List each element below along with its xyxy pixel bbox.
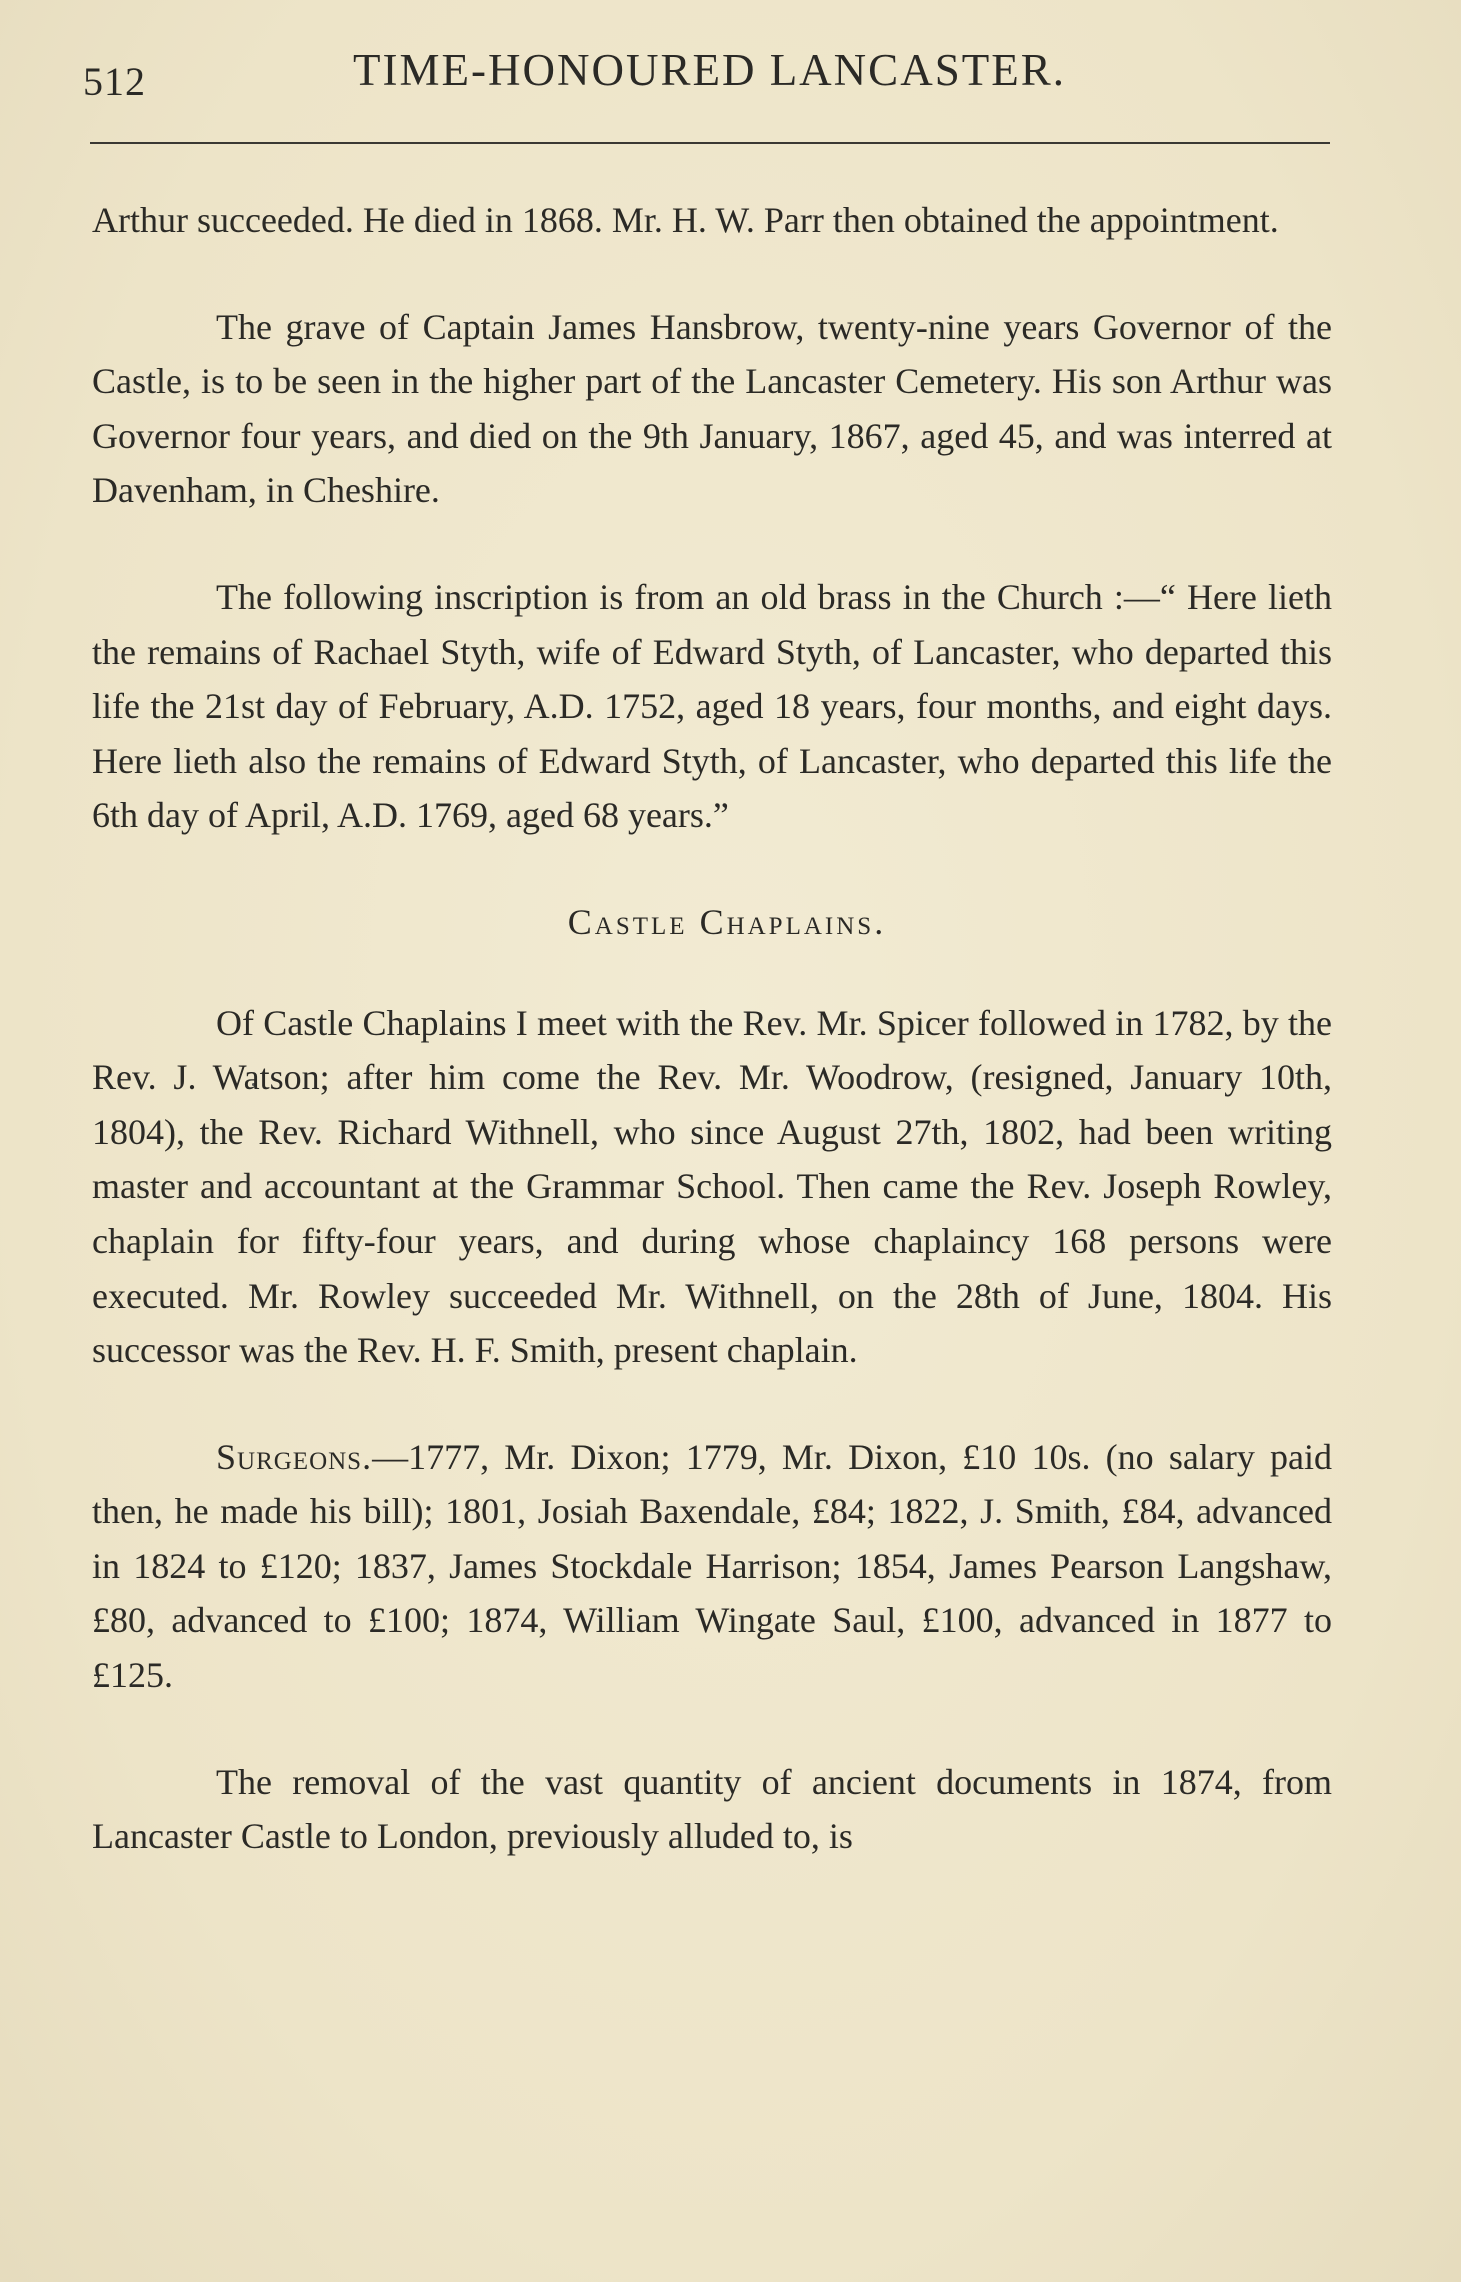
section-heading-castle-chaplains: Castle Chaplains. [567, 901, 887, 942]
running-head [80, 40, 1340, 110]
paragraph-arthur-succeeded: Arthur succeeded. He died in 1868. Mr. H. W. Parr then obtained the appointment. [92, 200, 1279, 240]
header-rule [90, 142, 1330, 144]
paragraph-documents-removal: The removal of the vast quantity of ancient documents in 1874, from Lancaster Castle to London, previously alluded to, is [92, 1761, 1332, 1857]
paragraph-surgeons [92, 1430, 1332, 1703]
page-number: 512 [83, 59, 146, 104]
paragraph-hansbrow-grave: The grave of Captain James Hansbrow, twenty-nine years Governor of the Castle, is to be seen in the higher part of the Lancaster Cemetery. His son Arthur was Governor four years, and died on the 9th January, 1867, aged 45, and was interred at Davenham, in Cheshire. [92, 306, 1332, 511]
surgeons-text: —1777, Mr. Dixon; 1779, Mr. Dixon, £10 10s. (no salary paid then, he made his bill); 1801, Josiah Baxendale, £84; 1822, J. Smith, £84, advanced in 1824 to £120; 1837, James Stockdale Harrison; 1854, James Pearson Langshaw, £80, advanced to £100; 1874, William Wingate Saul, £100, advanced in 1877 to £125. [92, 1436, 1332, 1696]
running-title: TIME-HONOURED LANCASTER. [353, 45, 1066, 95]
paragraph-castle-chaplains: Of Castle Chaplains I meet with the Rev. Mr. Spicer followed in 1782, by the Rev. J. Watson; after him come the Rev. Mr. Woodrow, (resigned, January 10th, 1804), the Rev. Richard Withnell, who since August 27th, 1802, had been writing master and accountant at the Grammar School. Then came the Rev. Joseph Rowley, chaplain for fifty-four years, and during whose chaplaincy 168 persons were executed. Mr. Rowley succeeded Mr. Withnell, on the 28th of June, 1804. His successor was the Rev. H. F. Smith, present chaplain. [92, 1002, 1332, 1371]
body-text [92, 193, 1332, 1916]
paragraph-brass-inscription: The following inscription is from an old brass in the Church :—“ Here lieth the remains of Rachael Styth, wife of Edward Styth, of Lancaster, who departed this life the 21st day of February, A.D. 1752, aged 18 years, four months, and eight days. Here lieth also the remains of Edward Styth, of Lancaster, who departed this life the 6th day of April, A.D. 1769, aged 68 years.” [92, 576, 1332, 836]
surgeons-label: Surgeons. [216, 1436, 373, 1477]
